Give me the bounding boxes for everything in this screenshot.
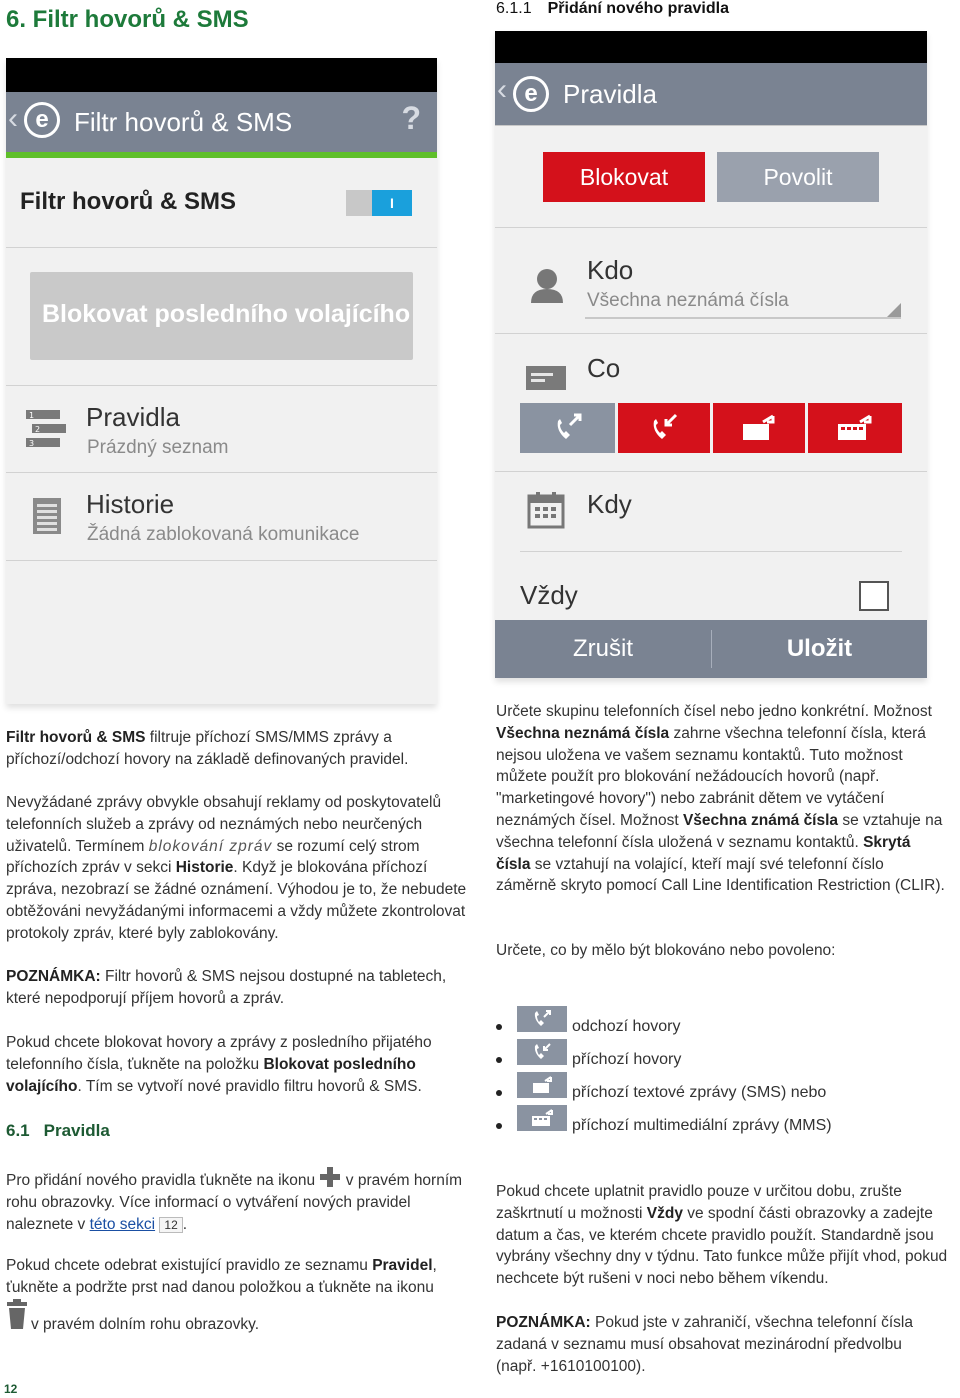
divider [495, 125, 927, 126]
bullet-outgoing-calls: odchozí hovory [572, 1018, 681, 1035]
spam-paragraph: Nevyžádané zprávy obvykle obsahují reklamy od poskytovatelů telefonních služeb a zprávy od neznámých nebo neurčených uživatelů. Termínem blokování zpráv se rozumí celý strom příchozích zpráv v sekci Historie. Když je blokována příchozí zpráva, nezobrazí se žádné oznámení. Výhodou je to, že nebudete obtěžováni nevyžádanými informacemi a vždy můžete zkontrolovat protokoly zpráv, které byly zablokovány. [6, 794, 467, 942]
section-number: 6.1.1 [496, 0, 532, 17]
section-heading [496, 0, 729, 18]
svg-text:2: 2 [35, 425, 41, 434]
remove-rule-paragraph-end: v pravém dolním rohu obrazovky. [31, 1316, 260, 1333]
plus-icon [319, 1166, 341, 1188]
eset-logo-icon: e [513, 76, 549, 112]
action-bar [495, 63, 927, 125]
page-number: 12 [4, 1382, 18, 1396]
bottom-button-bar [495, 620, 927, 678]
back-chevron-icon[interactable]: ‹ [8, 102, 18, 135]
incoming-mms-toggle[interactable] [808, 403, 902, 453]
divider [6, 560, 437, 561]
dropdown-corner-icon [887, 303, 901, 317]
svg-text:3: 3 [29, 439, 35, 448]
save-button[interactable] [712, 620, 927, 678]
rules-row[interactable] [6, 386, 437, 472]
trash-icon [6, 1298, 28, 1330]
person-icon [529, 267, 565, 305]
toggle-on-knob: I [372, 190, 412, 216]
green-accent-line [6, 152, 437, 158]
page-title: 6. Filtr hovorů & SMS [6, 6, 249, 33]
incoming-sms-toggle[interactable] [713, 403, 805, 453]
bullet [496, 1057, 502, 1063]
who-title: Kdo [587, 255, 634, 285]
app-title: Filtr hovorů & SMS [74, 107, 293, 137]
bullet [496, 1024, 502, 1030]
history-subtitle: Žádná zablokovaná komunikace [87, 524, 360, 545]
section-title: Přidání nového pravidla [547, 0, 729, 17]
filter-toggle-label: Filtr hovorů & SMS [20, 188, 236, 215]
block-last-paragraph: Pokud chcete blokovat hovory a zprávy z posledního přijatého telefonního čísla, ťukněte na položku Blokovat posledního volajícího. Tím se vytvoří nové pravidlo filtru hovorů & SMS. [6, 1034, 432, 1095]
this-section-link[interactable]: této sekci [89, 1215, 156, 1233]
help-icon[interactable]: ? [401, 100, 421, 136]
add-rule-paragraph: Pro přidání nového pravidla ťukněte na ikonu v pravém horním rohu obrazovky. Více informací o vytváření nových pravidel naleznete v této sekci 12 . [6, 1166, 471, 1235]
divider [495, 333, 927, 334]
divider [520, 551, 902, 552]
divider [6, 247, 437, 248]
bullet [496, 1090, 502, 1096]
bullet-incoming-mms: příchozí multimediální zprávy (MMS) [572, 1117, 832, 1134]
always-label: Vždy [520, 580, 578, 610]
who-dropdown[interactable] [585, 289, 901, 319]
bullet [496, 1123, 502, 1129]
history-list-icon [32, 497, 62, 535]
message-icon [525, 365, 567, 391]
note-international: POZNÁMKA: Pokud jste v zahraničí, všechna telefonní čísla zadaná v seznamu musí obsahovat mezinárodní předvolbu (např. +1610100100). [496, 1314, 913, 1375]
outgoing-call-icon [517, 1006, 567, 1032]
incoming-mms-icon [836, 414, 874, 442]
what-intro: Určete, co by mělo být blokováno nebo povoleno: [496, 942, 836, 959]
cancel-button[interactable] [495, 620, 711, 678]
incoming-sms-icon [741, 414, 777, 442]
status-bar [6, 58, 437, 92]
screen-add-rule [495, 31, 927, 678]
app-title: Pravidla [563, 79, 657, 109]
divider [495, 471, 927, 472]
page-ref-badge[interactable]: 12 [159, 1217, 182, 1233]
incoming-calls-toggle[interactable] [618, 403, 710, 453]
outgoing-calls-toggle[interactable] [520, 403, 615, 453]
allow-button[interactable] [717, 152, 879, 202]
block-last-caller-label: Blokovat posledního volajícího [42, 300, 411, 328]
numbered-list-icon [24, 408, 68, 450]
block-last-caller-button[interactable] [30, 272, 413, 360]
who-explanation: Určete skupinu telefonních čísel nebo jedno konkrétní. Možnost Všechna neznámá čísla zahrne všechna telefonní čísla, která nejsou uložena ve vašem seznamu kontaktů. Tuto možnost můžete použít pro blokování nežádoucích hovorů (např. "marketingové hovory") nebo zabránit dětem ve vytáčení neznámých čísel. Možnost Všechna známá čísla se vztahuje na všechna telefonní čísla uložená v seznamu kontaktů. Skrytá čísla se vztahují na volající, kteří mají své telefonní číslo záměrně skryto pomocí Call Line Identification Restriction (CLIR). [496, 703, 945, 895]
incoming-mms-icon [517, 1105, 567, 1131]
allow-button-label: Povolit [763, 164, 833, 190]
when-title: Kdy [587, 489, 632, 519]
when-explanation: Pokud chcete uplatnit pravidlo pouze v určitou dobu, zrušte zaškrtnutí u možnosti Vždy ve spodní části obrazovky a zadejte datum a čas, ve kterém chcete pravidlo použít. Standardně jsou vybrány všechny dny v týdnu. Tato funkce může přijít vhod, pokud nechcete být rušeni v noci nebo během víkendu. [496, 1183, 948, 1288]
cancel-button-label: Zrušit [573, 635, 633, 662]
rules-subtitle: Prázdný seznam [87, 437, 229, 458]
note-tablets: POZNÁMKA: Filtr hovorů & SMS nejsou dostupné na tabletech, které nepodporují příjem hovorů a zpráv. [6, 968, 447, 1007]
svg-text:1: 1 [29, 411, 35, 420]
calendar-icon [527, 491, 565, 529]
back-chevron-icon[interactable]: ‹ [497, 73, 507, 106]
action-bar [6, 92, 437, 152]
incoming-sms-icon [517, 1072, 567, 1098]
block-button[interactable] [543, 152, 705, 202]
divider [495, 227, 927, 228]
history-title: Historie [86, 489, 175, 519]
intro-paragraph: Filtr hovorů & SMS filtruje příchozí SMS/MMS zprávy a příchozí/odchozí hovory na základě definovaných pravidel. [6, 729, 409, 768]
outgoing-call-icon [552, 413, 584, 443]
filter-toggle[interactable] [346, 190, 412, 216]
eset-logo-icon: e [24, 102, 60, 138]
status-bar [495, 31, 927, 63]
bullet-incoming-sms: příchozí textové zprávy (SMS) nebo [572, 1084, 827, 1101]
remove-rule-paragraph: Pokud chcete odebrat existující pravidlo ze seznamu Pravidel, ťukněte a podržte prst nad danou položkou a ťukněte na ikonu [6, 1257, 437, 1296]
always-checkbox[interactable] [859, 581, 889, 611]
rules-title: Pravidla [86, 402, 180, 432]
subsection-heading: 6.1 Pravidla [6, 1121, 110, 1140]
history-row[interactable] [6, 473, 437, 559]
save-button-label: Uložit [786, 635, 853, 662]
who-value: Všechna neznámá čísla [587, 290, 789, 311]
screen-filter-calls-sms [6, 58, 437, 704]
incoming-call-icon [648, 413, 680, 443]
what-title: Co [587, 353, 621, 383]
block-button-label: Blokovat [579, 164, 669, 190]
incoming-call-icon [517, 1039, 567, 1065]
bullet-incoming-calls: příchozí hovory [572, 1051, 682, 1068]
